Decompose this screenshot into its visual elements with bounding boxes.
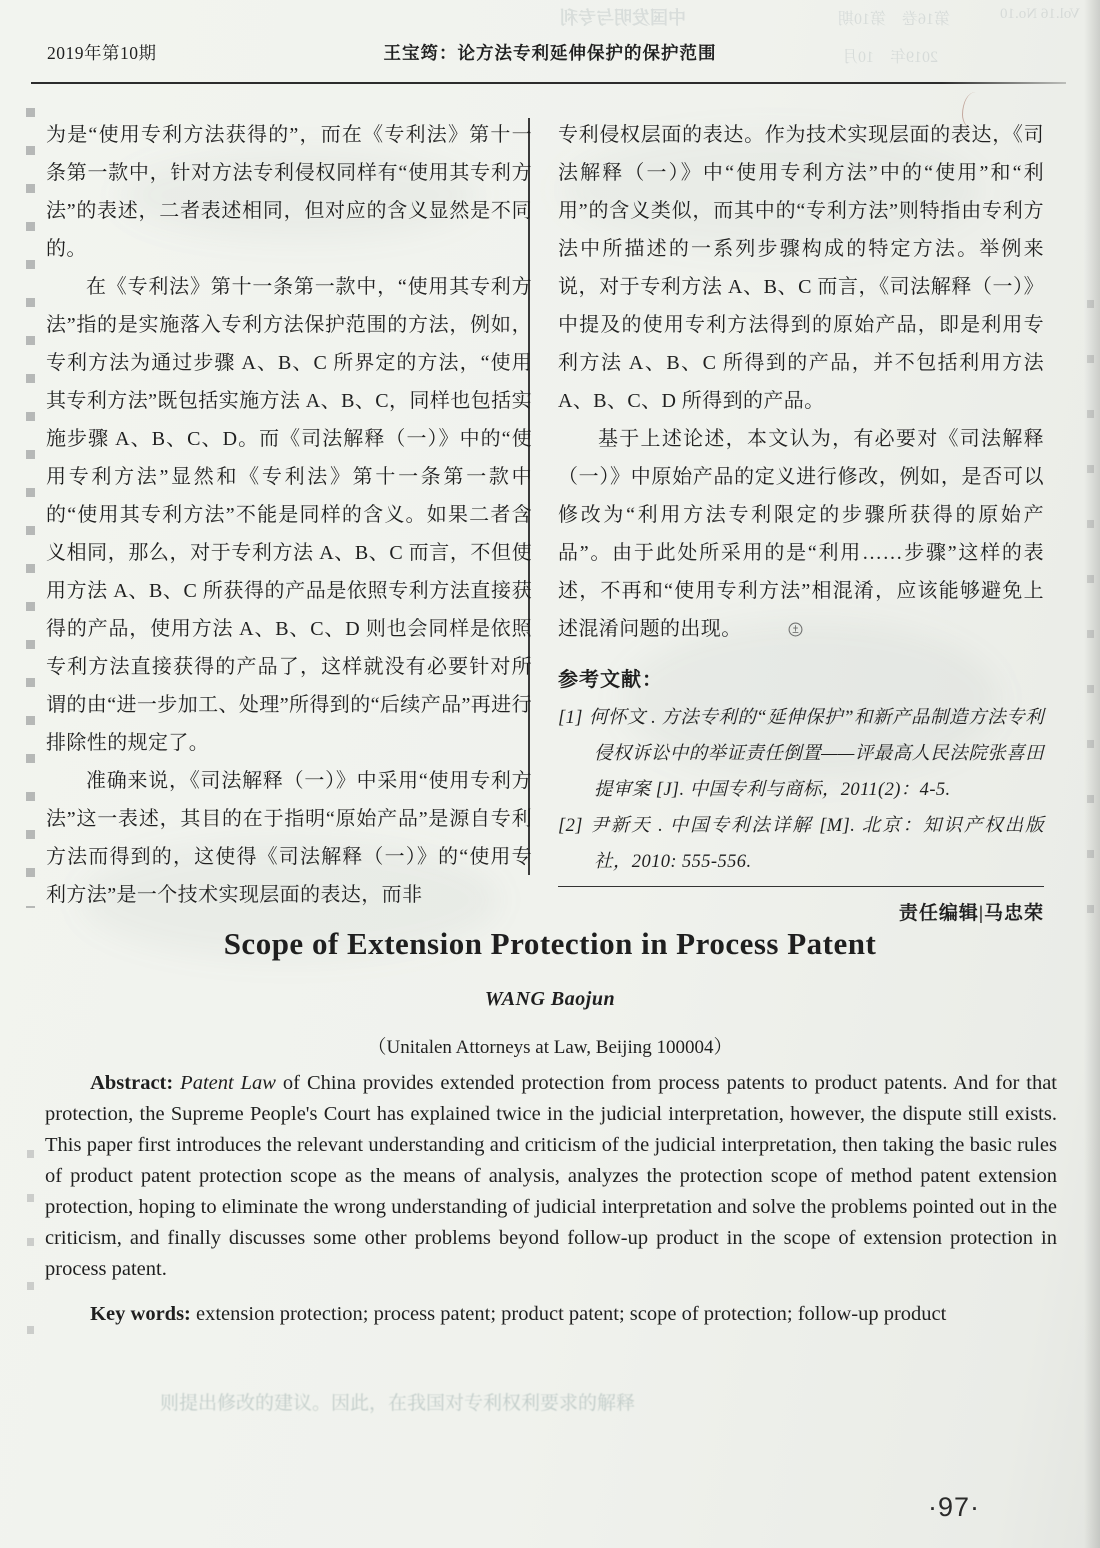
left-margin-bleed-marks (26, 108, 35, 908)
bleedthrough-volume-en: Vol.16 No.10 (1000, 6, 1081, 22)
reference-text: 尹新天 . 中国专利法详解 [M]. 北京：知识产权出版社，2010: 555-556. (588, 816, 1044, 872)
bleedthrough-date: 2019年 10月 (842, 49, 939, 66)
right-column (558, 116, 1044, 933)
end-of-article-icon (748, 612, 803, 650)
reference-label: [2] (558, 816, 583, 836)
paragraph: 专利侵权层面的表达。作为技术实现层面的表达，《司法解释（一）》中“使用专利方法”中的“使用”和“利用”的含义类似，而其中的“专利方法”则特指由专利方法中所描述的一系列步骤构成的特定方法。举例来说，对于专利方法 A、B、C 而言，《司法解释（一）》中提及的使用专利方法得到的原始产品，即是利用专利方法 A、B、C 所得到的产品，并不包括利用方法 A、B、C、D 所得到的产品。 (558, 124, 1044, 412)
paragraph (558, 420, 1044, 650)
references-heading: 参考文献： (558, 669, 663, 691)
left-margin-bleed-marks (27, 1150, 34, 1340)
paragraph: 在《专利法》第十一条第一款中，“使用其专利方法”指的是实施落入专利方法保护范围的方法，例如，专利方法为通过步骤 A、B、C 所界定的方法，“使用其专利方法”既包括实施方法 A、B、C，同样也包括实施步骤 A、B、C、D。而《司法解释（一）》中的“使用专利方法”显然和《专利法》第十一条第一款中的“使用其专利方法”不能是同样的含义。如果二者含义相同，那么，对于专利方法 A、B、C 而言，不但使用方法 A、B、C 所获得的产品是依照专利方法直接获得的产品，使用方法 A、B、C、D 则也会同样是依照专利方法直接获得的产品了，这样就没有必要针对所谓的由“进一步加工、处理”所得到的“后续产品”再进行排除性的规定了。 (46, 276, 532, 754)
abstract-label: Abstract: (90, 1072, 174, 1094)
bleedthrough-journal-name: 中国发明与专利 (560, 8, 686, 28)
english-title: Scope of Extension Protection in Process Patent (223, 926, 877, 961)
right-margin-bleed-marks (1087, 300, 1094, 920)
abstract-italic-lead: Patent Law (173, 1072, 276, 1094)
left-column (46, 116, 532, 914)
keywords-text: extension protection; process patent; product patent; scope of protection; follow-up product (190, 1303, 947, 1325)
paragraph: 为是“使用专利方法获得的”，而在《专利法》第十一条第一款中，针对方法专利侵权同样有“使用其专利方法”的表述，二者表述相同，但对应的含义显然是不同的。 (46, 124, 532, 260)
header-issue: 2019年第10期 (47, 43, 157, 63)
keywords-paragraph (45, 1299, 1057, 1330)
editor-credit: 责任编辑|马忠荣 (558, 886, 1044, 933)
bleedthrough-bottom-line: 则提出修改的建议。因此，在我国对专利权利要求的解释 (160, 1393, 636, 1414)
header-rule (31, 82, 1066, 84)
english-author: WANG Baojun (484, 988, 616, 1010)
abstract-paragraph (45, 1068, 1057, 1285)
english-affiliation: （Unitalen Attorneys at Law, Beijing 100004） (367, 1037, 733, 1058)
reference-label: [1] (558, 708, 583, 728)
english-abstract-block (45, 1068, 1057, 1330)
page-number: ·97· (928, 1492, 981, 1522)
keywords-label: Key words: (90, 1303, 191, 1325)
reference-text: 何怀文 . 方法专利的“延伸保护”和新产品制造方法专利侵权诉讼中的举证责任倒置——评最高人民法院张喜田提审案 [J]. 中国专利与商标，2011(2)：4-5. (588, 708, 1044, 800)
abstract-text: of China provides extended protection from process patents to product patents. And for that protection, the Supreme People's Court has explained twice in the judicial interpretation, however, the dispute still exists. This paper first introduces the relevant understanding and criticism of the judicial interpretation, then taking the basic rules of product patent protection scope as the means of analysis, analyzes the protection scope of method patent extension protection, hoping to eliminate the wrong understanding of judicial interpretation and solve the problems pointed out in the criticism, and finally discusses some other problems beyond follow-up product in the scope of extension protection in process patent. (45, 1072, 1058, 1280)
paragraph-text: 基于上述论述，本文认为，有必要对《司法解释（一）》中原始产品的定义进行修改，例如，是否可以修改为“利用方法专利限定的步骤所获得的原始产品”。由于此处所采用的是“利用……步骤”这样的表述，不再和“使用专利方法”相混淆，应该能够避免上述混淆问题的出现。 (558, 428, 1044, 640)
bleedthrough-volume-cn: 第16卷 第10期 (838, 11, 951, 28)
references-section (558, 660, 1044, 880)
reference-item (558, 808, 1044, 880)
header-running-title: 王宝筠：论方法专利延伸保护的保护范围 (383, 43, 717, 63)
reference-item (558, 700, 1044, 808)
paragraph: 准确来说，《司法解释（一）》中采用“使用专利方法”这一表述，其目的在于指明“原始产品”是源自专利方法而得到的，这使得《司法解释（一）》的“使用专利方法”是一个技术实现层面的表达，而非 (46, 770, 532, 906)
